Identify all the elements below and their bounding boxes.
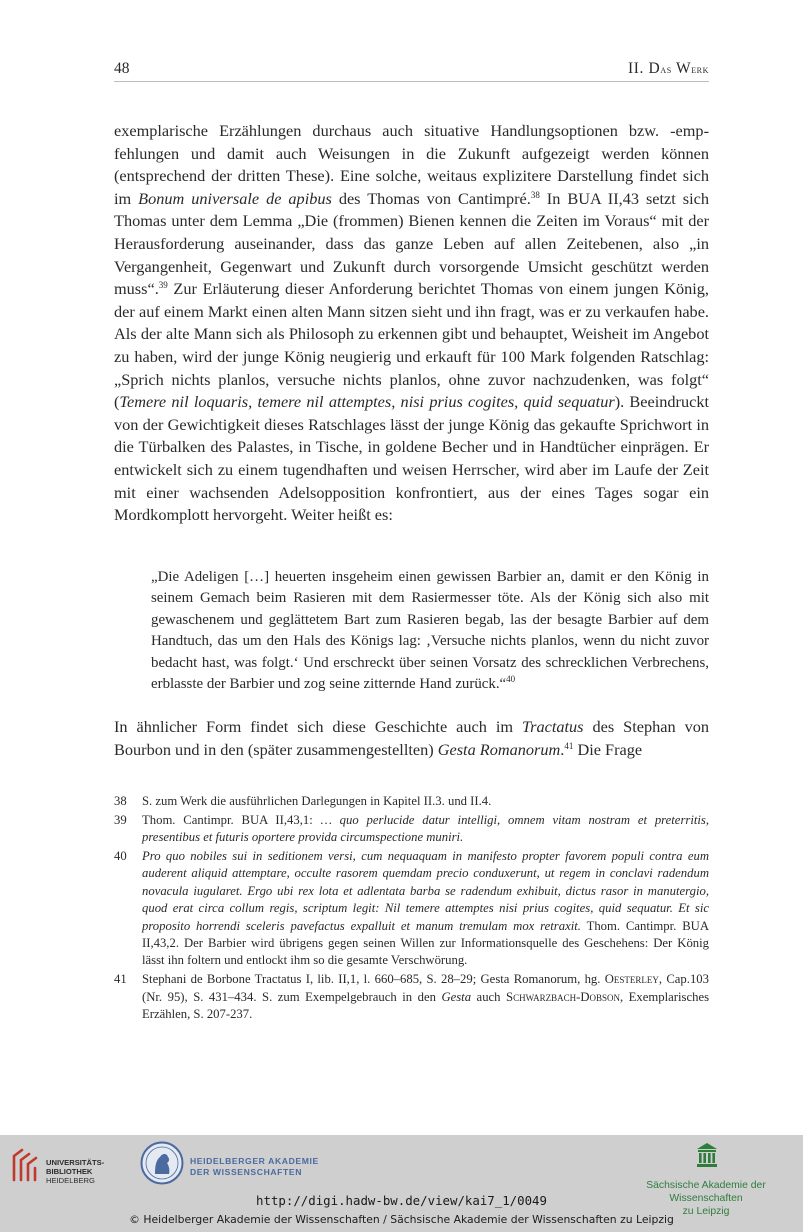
section-title: II. Das Werk [628, 60, 709, 77]
footnote-number: 38 [114, 794, 127, 808]
university-library-icon [10, 1146, 42, 1184]
footnote-ref-41[interactable]: 41 [564, 740, 574, 751]
viewer-footer [0, 1135, 803, 1232]
footnote-number: 40 [114, 849, 127, 863]
footnote-41: 41 Stephani de Borbone Tractatus I, lib. II,1, l. 660–685, S. 28–29; Gesta Romanorum, hg. Oesterley, Cap.103 (Nr. 95), S. 431–434. S. zum Exempelgebrauch in den Gesta auch Schwarzbach-Dobson, Exemplarisches Erzählen, S. 207-237. [114, 972, 710, 1022]
footnote-ref-38[interactable]: 38 [530, 189, 540, 200]
academy-seal-icon [140, 1141, 184, 1185]
footnote-number: 39 [114, 812, 127, 827]
footnotes [114, 793, 709, 1025]
header-rule [114, 81, 709, 82]
saxon-academy-text: Sächsische Akademie der Wissenschaften zu Leipzig [646, 1180, 766, 1217]
copyright-notice: © Heidelberger Akademie der Wissenschaften / Sächsische Akademie der Wissenschaften zu Leipzig [129, 1213, 674, 1226]
block-quote: „Die Adeligen […] heuerten insgeheim einen gewissen Barbier an, damit er den König in seinem Gemach beim Rasieren mit dem Rasiermesser töte. Als der König sich also mit gewaschenem und geglättetem Bart zum Rasieren begab, las der besagte Barbier auf dem Handtuch, das um den Hals des Königs lag: ‚Versuche nichts planlos, wenn du nicht zuvor bedacht hast, was folgt.‘ Und erschreckt über seinen Vorsatz des schrecklichen Verbrechens, erblasste der Barbier und zog seine zitternde Hand zurück.“$^{40}$ [151, 569, 709, 693]
running-head [114, 60, 709, 80]
university-library-text: UNIVERSITÄTS- BIBLIOTHEK HEIDELBERG [46, 1158, 105, 1186]
body-paragraph-2: In ähnlicher Form findet sich diese Geschichte auch im Tractatus des Stephan von Bourbon und in den (später zusammengestellten) Gesta Romanorum.$^{41}$ Die Frage [114, 717, 709, 759]
university-library-logo[interactable] [10, 1144, 110, 1188]
heidelberg-academy-logo[interactable] [140, 1141, 340, 1187]
footnote-number: 41 [114, 972, 127, 987]
footnote-40: 40 Pro quo nobiles sui in seditionem versi, cum nequaquam in manifesto propter favorem populi contra eum auderent aliquid attemptare, occulte rasorem quemdam precio conduxerunt, ut regem in conclavi radendum novacula iugularet. Ergo ubi rex lota et adlentata barba se radendum exhibuit, dictus rasor in manutergio, quod erat circa collum regis, scriptum legit: Nil temere attemptes nisi prius cogites, quid sequatur. Et sic proposito horrendi sceleris pavefactus expalluit et manum tremulam mox retraxit. Thom. Cantimpr. BUA II,43,2. Der Barbier wird übrigens gegen seinen Willen zur Informationsquelle des Geschehens: Der König lässt ihn foltern und entlockt ihm so die gesamte Verschwörung. [114, 849, 709, 968]
footnote-39: 39 Thom. Cantimpr. BUA II,43,1: … quo perlucide datur intelligi, omnem vitam nostram et preterritis, presentibus et futuris oportere provida circumspectione muniri. [114, 812, 709, 845]
body-paragraph-1: exemplarische Erzählungen durchaus auch situative Handlungsoptionen bzw. -emp-fehlungen und damit auch Weisungen in die Zukunft aufgezeigt werden können (entsprechend der dritten These). Eine solche, weitaus explizitere Darstellung findet sich im Bonum universale de apibus des Thomas von Cantimpré.$^{38}$ In BUA II,43 setzt sich Thomas unter dem Lemma „Die (frommen) Bienen kennen die Zeiten im Voraus“ mit der Herausforderung auseinander, dass das ganze Leben auf allen Zeitebenen, also „in Vergangenheit, Gegenwart und Zukunft durch vorsorgende Umsicht geschützt werden muss“.$^{39}$ Zur Erläuterung dieser Anforderung berichtet Thomas von einem jungen König, der auf einem Markt einen alten Mann sitzen sieht und ihn fragt, was er zu verkaufen habe. Als der alte Mann sich als Philosoph zu erkennen gibt und behauptet, Weisheit im Angebot zu haben, wird der junge König neugierig und erkauft für 100 Mark folgenden Ratschlag: „Sprich nichts planlos, versuche nichts planlos, ohne zuvor nachzudenken, was folgt“ (Temere nil loquaris, temere nil attemptes, nisi prius cogites, quid sequatur). Beeindruckt von der Gewichtigkeit dieses Ratschlages lässt der junge König das gekaufte Sprichwort in die Türbalken des Palastes, in Tische, in goldene Becher und in Handtücher einprägen. Er entwickelt sich zu einem tugendhaften und weisen Herrscher, wird aber im Laufe der Zeit mit einer wachsenden Adelsopposition konfrontiert, aus der eines Tages sogar ein Mordkomplott hervorgeht. Weiter heißt es: [114, 121, 710, 525]
footnote-ref-40[interactable]: 40 [506, 674, 516, 685]
page-number: 48 [114, 60, 130, 77]
footnote-38: 38 S. zum Werk die ausführlichen Darlegungen in Kapitel II.3. und II.4. [114, 793, 709, 810]
footnote-ref-39[interactable]: 39 [158, 280, 168, 291]
heidelberg-academy-text: HEIDELBERGER AKADEMIE DER WISSENSCHAFTEN [190, 1156, 319, 1177]
saxon-academy-building-icon [697, 1143, 717, 1167]
page-url-link[interactable]: http://digi.hadw-bw.de/view/kai7_1/0049 [256, 1193, 547, 1208]
